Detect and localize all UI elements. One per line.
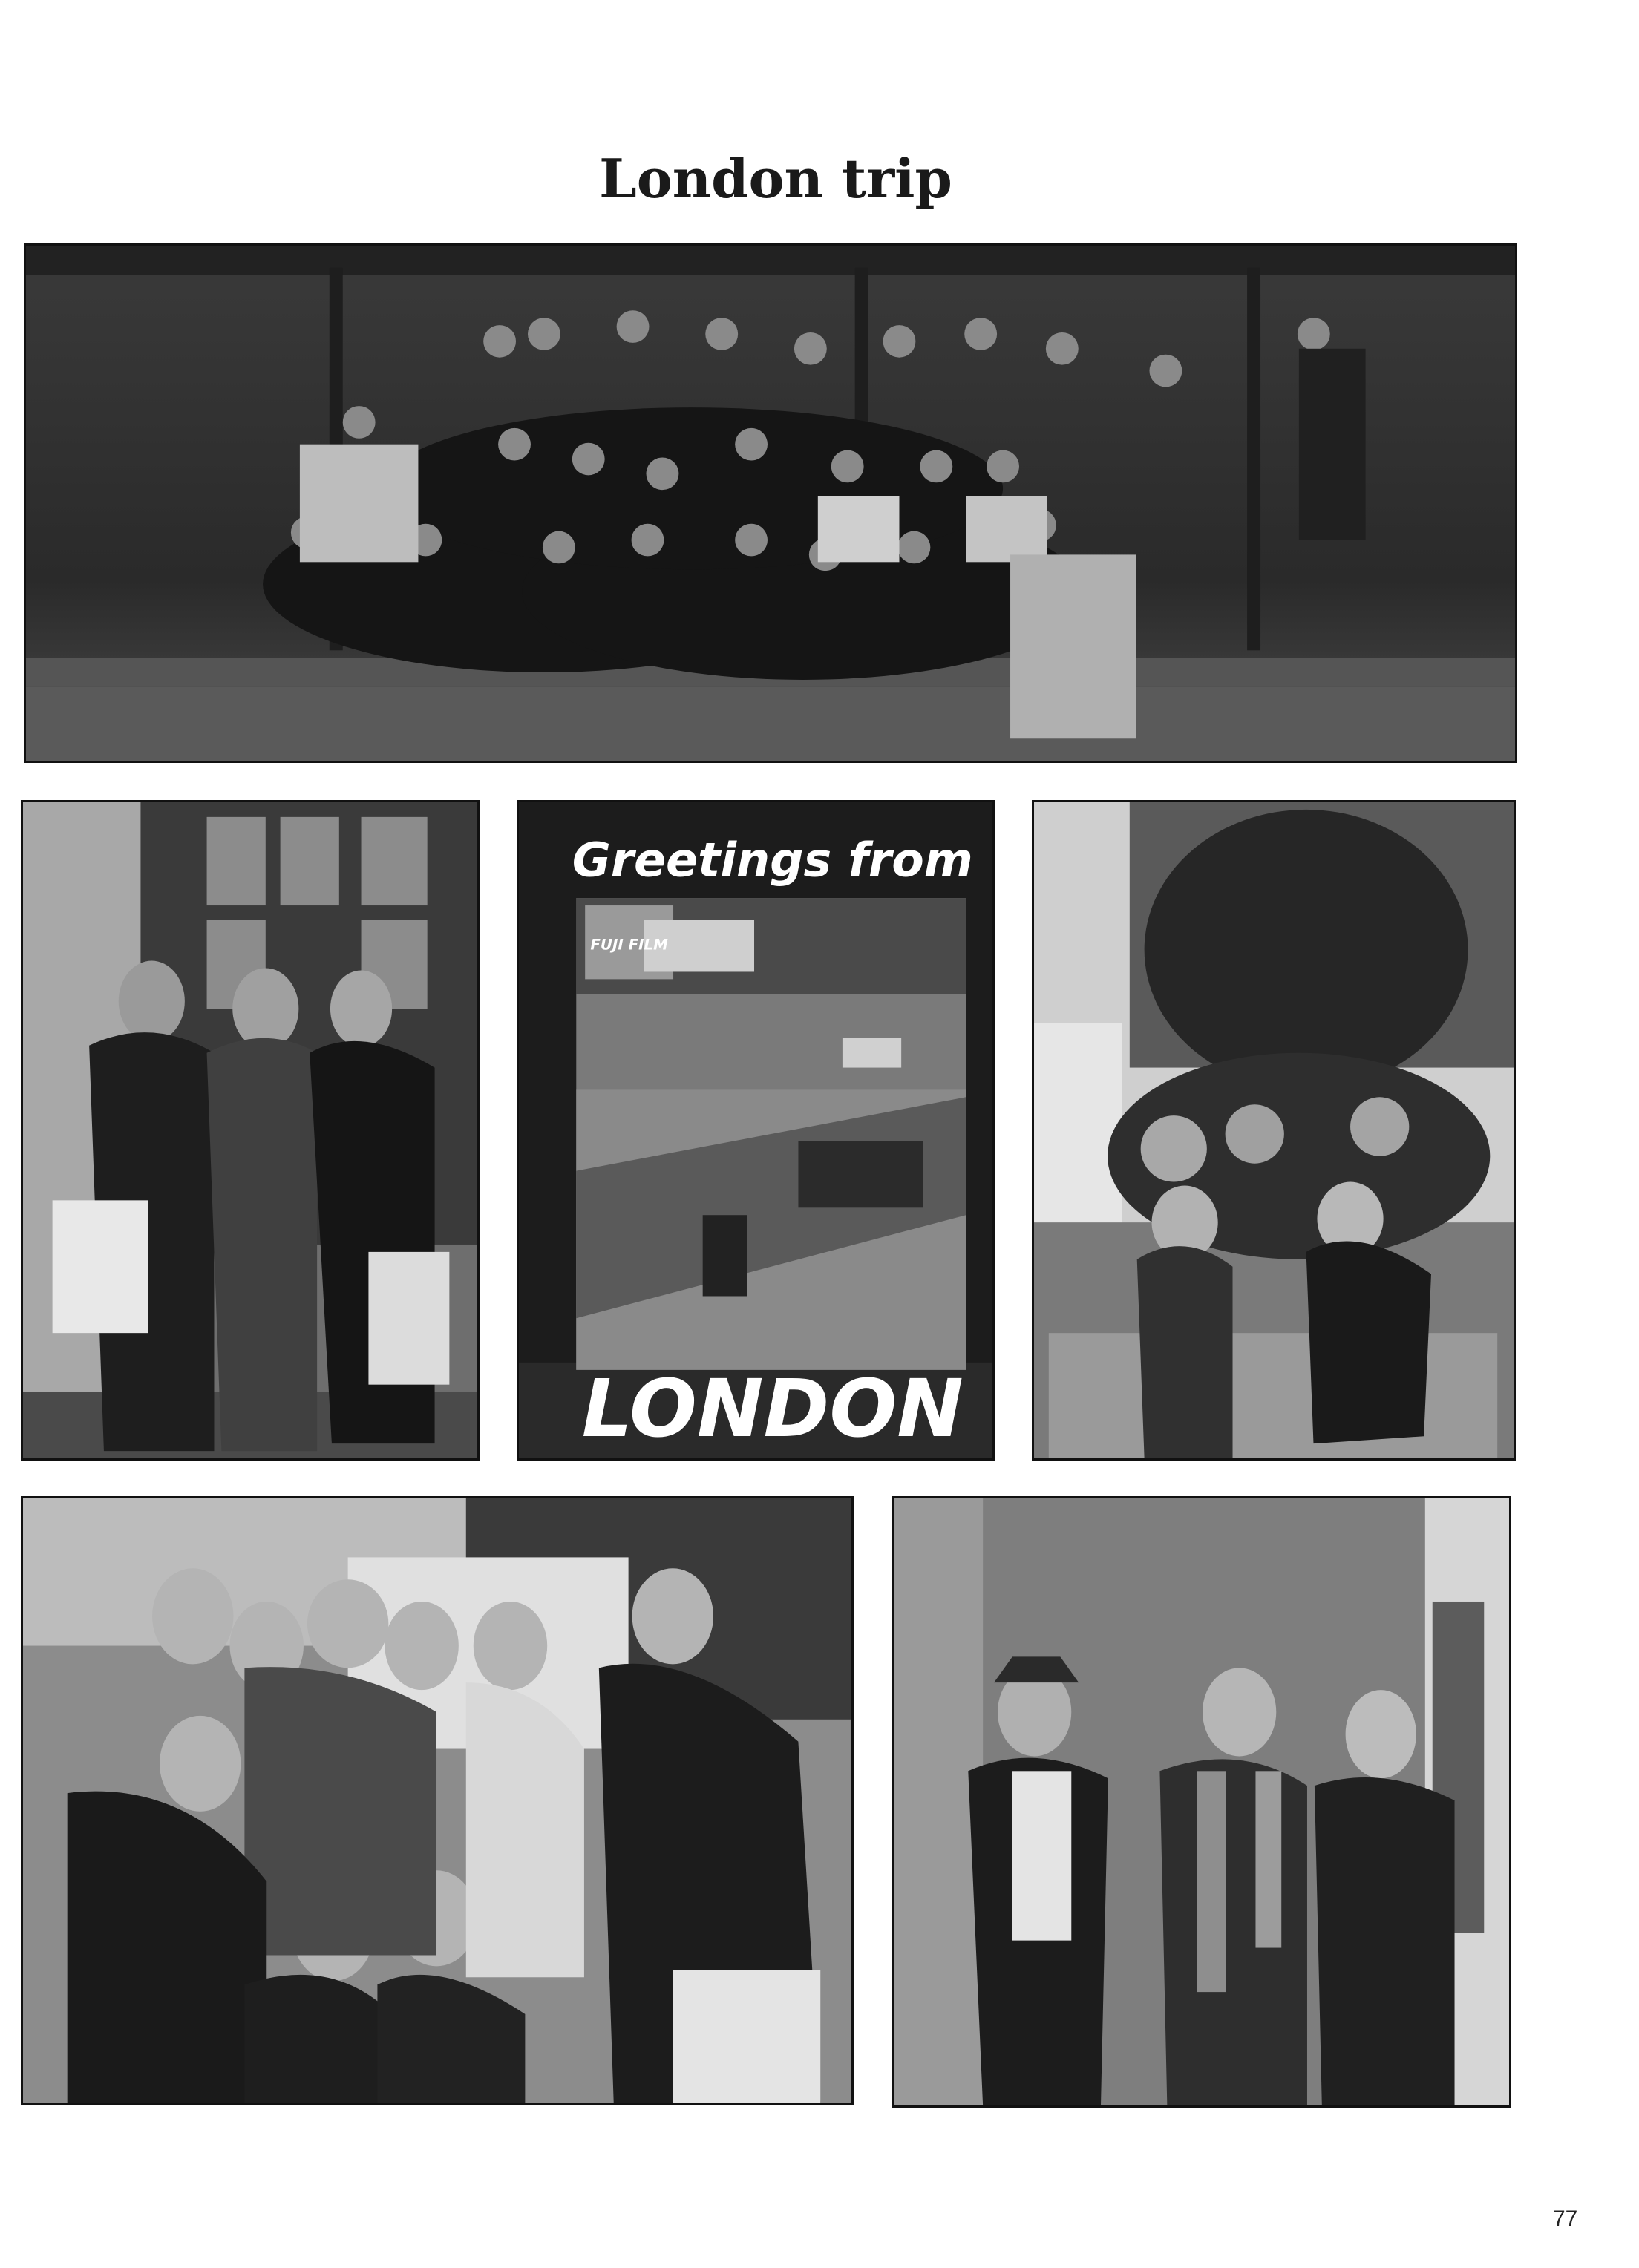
postcard-city-text: LONDON xyxy=(581,1363,964,1456)
page-number: 77 xyxy=(1553,2206,1578,2231)
group-photo xyxy=(24,243,1517,763)
postcard-greeting-text: Greetings from xyxy=(572,832,973,888)
postcard-photo xyxy=(517,800,995,1461)
page-title: London trip xyxy=(599,147,952,210)
street-group-photo xyxy=(21,1496,854,2105)
teachers-photo xyxy=(892,1496,1511,2108)
lion-statue-photo xyxy=(1032,800,1516,1461)
postcard-sign-text: FUJI FILM xyxy=(590,936,668,954)
three-girls-photo xyxy=(21,800,480,1461)
